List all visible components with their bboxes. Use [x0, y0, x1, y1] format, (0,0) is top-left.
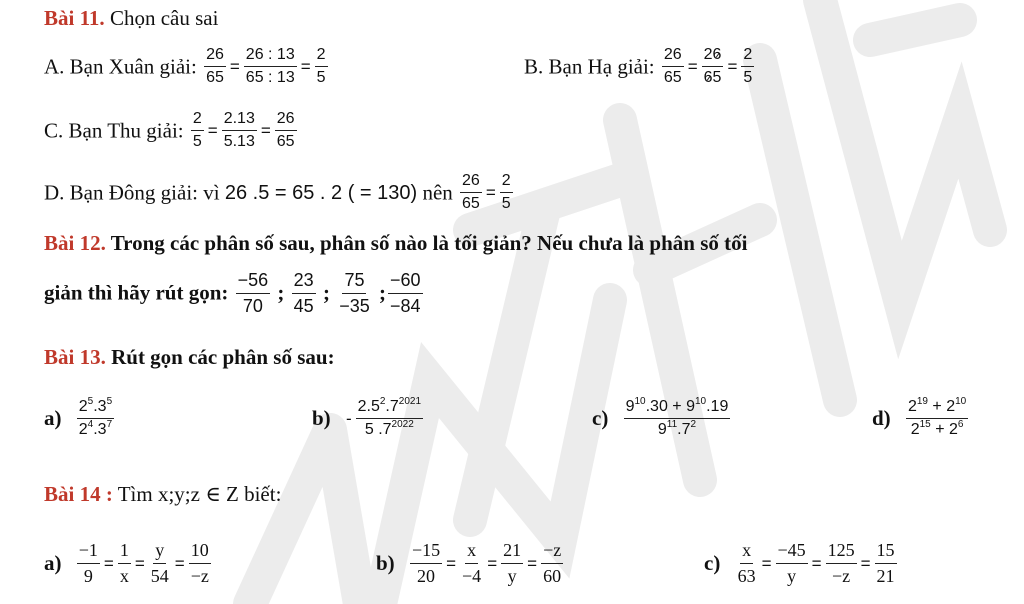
fraction [736, 540, 758, 586]
b13-heading [44, 347, 335, 368]
separator: ; [379, 280, 386, 305]
numerator: −z [541, 540, 563, 564]
fraction [204, 46, 226, 88]
numerator: 26 [204, 46, 226, 67]
denominator: −84 [390, 295, 421, 316]
numerator: x [740, 540, 753, 564]
fraction [500, 172, 513, 214]
numerator: 1 [118, 540, 131, 564]
fraction [741, 46, 754, 88]
numerator: 21 [501, 540, 523, 564]
b14-item-b: b) $\frac{-15}{20}$ = $\frac{x}{-4}$ = $\frac{21}{y}$ = $\frac{-z}{60}$ [376, 540, 562, 586]
numerator: −56 [236, 270, 271, 294]
numerator: −15 [410, 540, 442, 564]
item-label: b) [376, 550, 395, 575]
denominator: 45 [293, 295, 314, 316]
item-label: c) [592, 406, 609, 431]
denominator: y [507, 565, 517, 586]
b14-text: Tìm x;y;z ∈ Z biết: [117, 482, 282, 506]
fraction: $\frac{2^5.3^5}{2^4.3^7}$ [78, 395, 113, 439]
struck-digit: 6 [712, 46, 722, 63]
denominator: 5 [316, 69, 326, 87]
denominator: 5 [192, 133, 202, 151]
denominator: 54 [150, 565, 169, 586]
b11-option-a: A. Bạn Xuân giải: $\frac{26}{65}$ = $\frac{26 : 13}{65 : 13}$ = $\frac{2}{5}$ [44, 46, 326, 87]
denominator: 70 [242, 295, 263, 316]
numerator: 23 [292, 270, 316, 294]
b12-label: Bài 12. [44, 231, 106, 255]
fraction [292, 270, 316, 316]
fraction [244, 46, 297, 88]
item-label: b) [312, 406, 331, 431]
fraction [337, 270, 372, 316]
fraction [875, 540, 897, 586]
denominator: 5 [501, 195, 511, 213]
struck-digit: 6 [703, 69, 713, 87]
fraction [662, 46, 684, 88]
fraction [236, 270, 271, 316]
separator: ; [277, 280, 285, 305]
denominator: 20 [417, 565, 436, 586]
fraction [189, 540, 211, 586]
b11-label: Bài 11. [44, 6, 105, 30]
numerator: 2 [315, 46, 328, 67]
b11-a-text: A. Bạn Xuân giải: [44, 54, 197, 79]
b11-c-text: C. Bạn Thu giải: [44, 118, 184, 143]
denominator: 65 [206, 69, 224, 87]
b14-item-a: a) $\frac{-1}{9}$ = $\frac{1}{x}$ = $\frac{y}{54}$ = $\frac{10}{-z}$ [44, 540, 209, 586]
b11-option-d: D. Bạn Đông giải: vì 26 .5 = 65 . 2 ( = 130) nên $\frac{26}{65}$ = $\frac{2}{5}$ [44, 172, 511, 213]
fraction [118, 540, 131, 586]
fraction [222, 110, 257, 152]
fraction [77, 540, 100, 586]
b11-option-c: C. Bạn Thu giải: $\frac{2}{5}$ = $\frac{2.13}{5.13}$ = $\frac{26}{65}$ [44, 110, 295, 151]
numerator: 10 [189, 540, 211, 564]
b11-d-then: nên [422, 180, 453, 205]
numerator: 75 [342, 270, 366, 294]
b14-item-c: c) $\frac{x}{63}$ = $\frac{-45}{y}$ = $\frac{125}{-z}$ = $\frac{15}{21}$ [704, 540, 895, 586]
numerator: 2 [191, 110, 204, 131]
item-label: a) [44, 550, 62, 575]
numerator: 2 [500, 172, 513, 193]
denominator: y [787, 565, 797, 586]
numerator: −60 [388, 270, 423, 294]
digit: 2 [703, 46, 713, 63]
b13-item-b: b) - $\frac{2.5^2.7^{2021}}{5 .7^{2022}}$ [312, 395, 422, 439]
b13-item-a [44, 395, 116, 440]
fraction [460, 540, 483, 586]
fraction [501, 540, 523, 586]
b12-text1: Trong các phân số sau, phân số nào là tối giản? Nếu chưa là phân số tối [110, 231, 748, 255]
item-label: c) [704, 550, 721, 575]
b11-text: Chọn câu sai [109, 6, 219, 30]
fraction [191, 110, 204, 152]
b11-b-text: B. Bạn Hạ giải: [524, 54, 655, 79]
denominator: x [119, 565, 129, 586]
fraction [776, 540, 808, 586]
item-label: d) [872, 406, 891, 431]
b12-text2: giản thì hãy rút gọn: [44, 280, 229, 305]
b11-heading [44, 8, 218, 29]
denominator: 63 [737, 565, 756, 586]
denominator: 65 [663, 69, 682, 87]
numerator: −45 [776, 540, 808, 564]
denominator: 21 [876, 565, 895, 586]
fraction-struck [702, 46, 724, 88]
fraction [149, 540, 171, 586]
numerator: 2.13 [222, 110, 257, 131]
b11-option-b: B. Bạn Hạ giải: $\frac{26}{65}$ = $\frac{26}{65}$ = $\frac{2}{5}$ [524, 46, 753, 87]
denominator: −z [832, 565, 851, 586]
numerator: 26 : 13 [244, 46, 297, 67]
denominator: 65 [276, 133, 295, 151]
item-label: a) [44, 406, 62, 431]
separator: ; [322, 280, 330, 305]
b12-line2 [44, 270, 425, 316]
b14-heading [44, 484, 281, 505]
fraction [388, 270, 423, 316]
b13-item-d [872, 395, 970, 440]
denominator: 5.13 [223, 133, 255, 151]
fraction: $\frac{2^{19} + 2^{10}}{2^{15} + 2^6}$ [907, 395, 967, 439]
digit: 5 [712, 69, 722, 87]
numerator: y [153, 540, 166, 564]
denominator: 60 [543, 565, 562, 586]
numerator: 26 [662, 46, 684, 67]
denominator: −35 [339, 295, 370, 316]
fraction [410, 540, 442, 586]
numerator: 125 [826, 540, 857, 564]
fraction [315, 46, 328, 88]
numerator: x [465, 540, 478, 564]
numerator: 15 [875, 540, 897, 564]
fraction: $\frac{9^{10}.30 + 9^{10}.19}{9^{11}.7^2}$ [625, 395, 729, 439]
b12-line1 [44, 233, 747, 254]
fraction [826, 540, 857, 586]
b11-d-text: D. Bạn Đông giải: vì [44, 180, 220, 205]
fraction [460, 172, 482, 214]
denominator: 65 : 13 [245, 69, 295, 87]
b14-label: Bài 14 : [44, 482, 113, 506]
fraction [541, 540, 563, 586]
denominator: −4 [462, 565, 482, 586]
b13-text: Rút gọn các phân số sau: [111, 345, 335, 369]
fraction [275, 110, 297, 152]
denominator: 65 [462, 195, 480, 213]
numerator: 26 [275, 110, 297, 131]
denominator: −z [190, 565, 209, 586]
b13-item-c [592, 395, 732, 440]
numerator: 26 [460, 172, 482, 193]
numerator: 2 [741, 46, 754, 67]
denominator: 9 [83, 565, 93, 586]
fraction: $\frac{2.5^2.7^{2021}}{5 .7^{2022}}$ [357, 395, 422, 439]
numerator: −1 [77, 540, 100, 564]
denominator: 5 [743, 69, 753, 87]
b13-label: Bài 13. [44, 345, 106, 369]
b11-d-math: 26 .5 = 65 . 2 ( = 130) [224, 181, 418, 204]
